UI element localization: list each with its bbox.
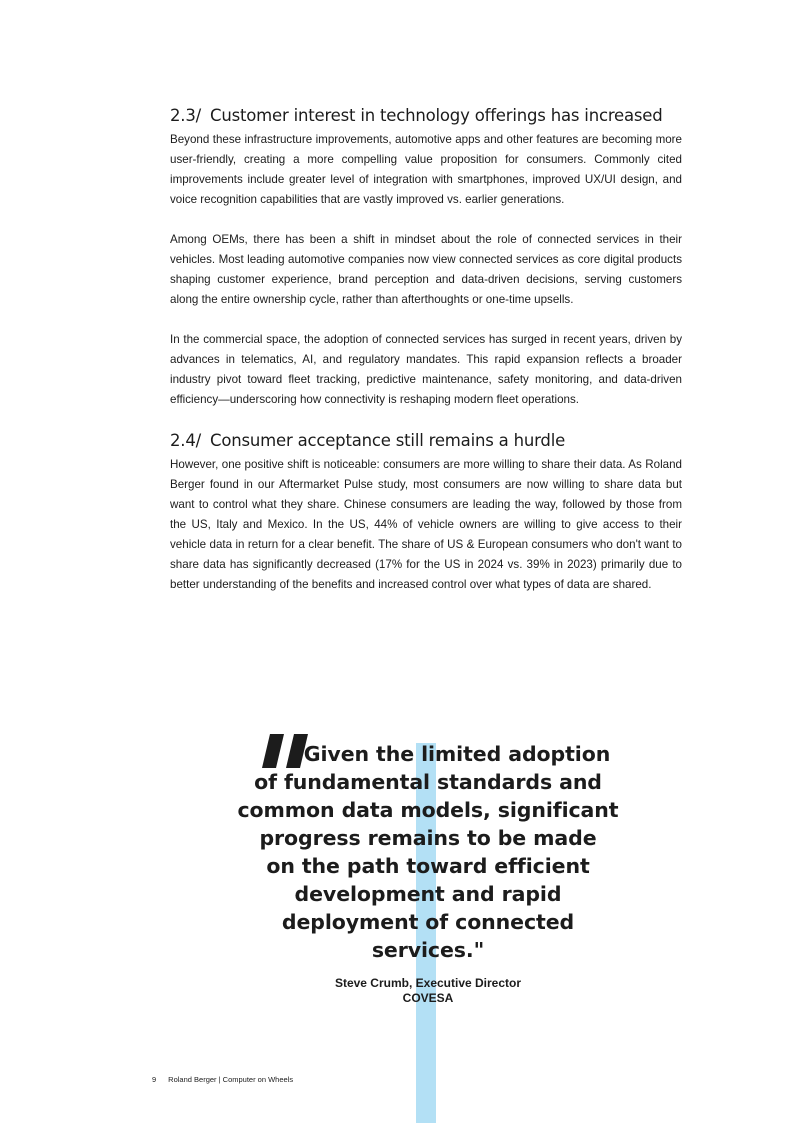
page-number: 9 [152, 1075, 157, 1084]
quote-line: services." [371, 938, 485, 962]
paragraph: In the commercial space, the adoption of connected services has surged in recent years, driven by advances in telematics, AI, and regulatory mandates. This rapid expansion reflects a broader industry pivot toward fleet tracking, predictive maintenance, safety monitoring, and data-driven efficiency—underscoring how connectivity is reshaping modern fleet operations. [170, 333, 682, 406]
quote-line: common data models, significant [237, 798, 619, 822]
quote-line: progress remains to be made [259, 826, 597, 850]
section-number: 2.3/ [170, 106, 201, 125]
quote-author: Steve Crumb, Executive Director [334, 976, 522, 990]
pull-quote [226, 728, 630, 1006]
section-2-3 [170, 104, 682, 410]
quote-line: of fundamental standards and [254, 770, 602, 794]
article-body [170, 104, 682, 595]
paragraph: However, one positive shift is noticeable: consumers are more willing to share their data. As Roland Berger found in our Aftermarket Pulse study, most consumers are now willing to share data but want to control what they share. Chinese consumers are leading the way, followed by those from the US, Italy and Mexico. In the US, 44% of vehicle owners are willing to give access to their vehicle data in return for a clear benefit. The share of US & European consumers who don't want to share data has significantly decreased (17% for the US in 2024 vs. 39% in 2023) primarily due to better understanding of the benefits and increased control over what types of data are shared. [170, 458, 682, 591]
paragraph: Beyond these infrastructure improvements, automotive apps and other features are becoming more user-friendly, creating a more compelling value proposition for consumers. Commonly cited improvements include greater level of integration with smartphones, improved UX/UI design, and voice recognition capabilities that are vastly improved vs. earlier generations. [170, 133, 682, 206]
paragraph: Among OEMs, there has been a shift in mindset about the role of connected services in their vehicles. Most leading automotive companies now view connected services as core digital products shaping customer experience, brand perception and data-driven decisions, serving customers along the entire ownership cycle, rather than afterthoughts or one-time upsells. [170, 233, 682, 306]
section-heading [170, 429, 682, 453]
page-footer [152, 1075, 293, 1084]
quote-organization: COVESA [402, 991, 454, 1005]
publication-title: Roland Berger | Computer on Wheels [168, 1075, 294, 1084]
quote-line: on the path toward efficient [266, 854, 590, 878]
quote-attribution [226, 976, 630, 1006]
quote-text [226, 740, 630, 964]
section-title: Consumer acceptance still remains a hurdle [210, 431, 566, 450]
section-number: 2.4/ [170, 431, 201, 450]
section-2-4 [170, 429, 682, 595]
quote-line: deployment of connected [281, 910, 575, 934]
section-title: Customer interest in technology offerings has increased [210, 106, 663, 125]
quote-line: development and rapid [294, 882, 562, 906]
quote-line: Given the limited adoption [303, 742, 611, 766]
section-heading [170, 104, 682, 128]
